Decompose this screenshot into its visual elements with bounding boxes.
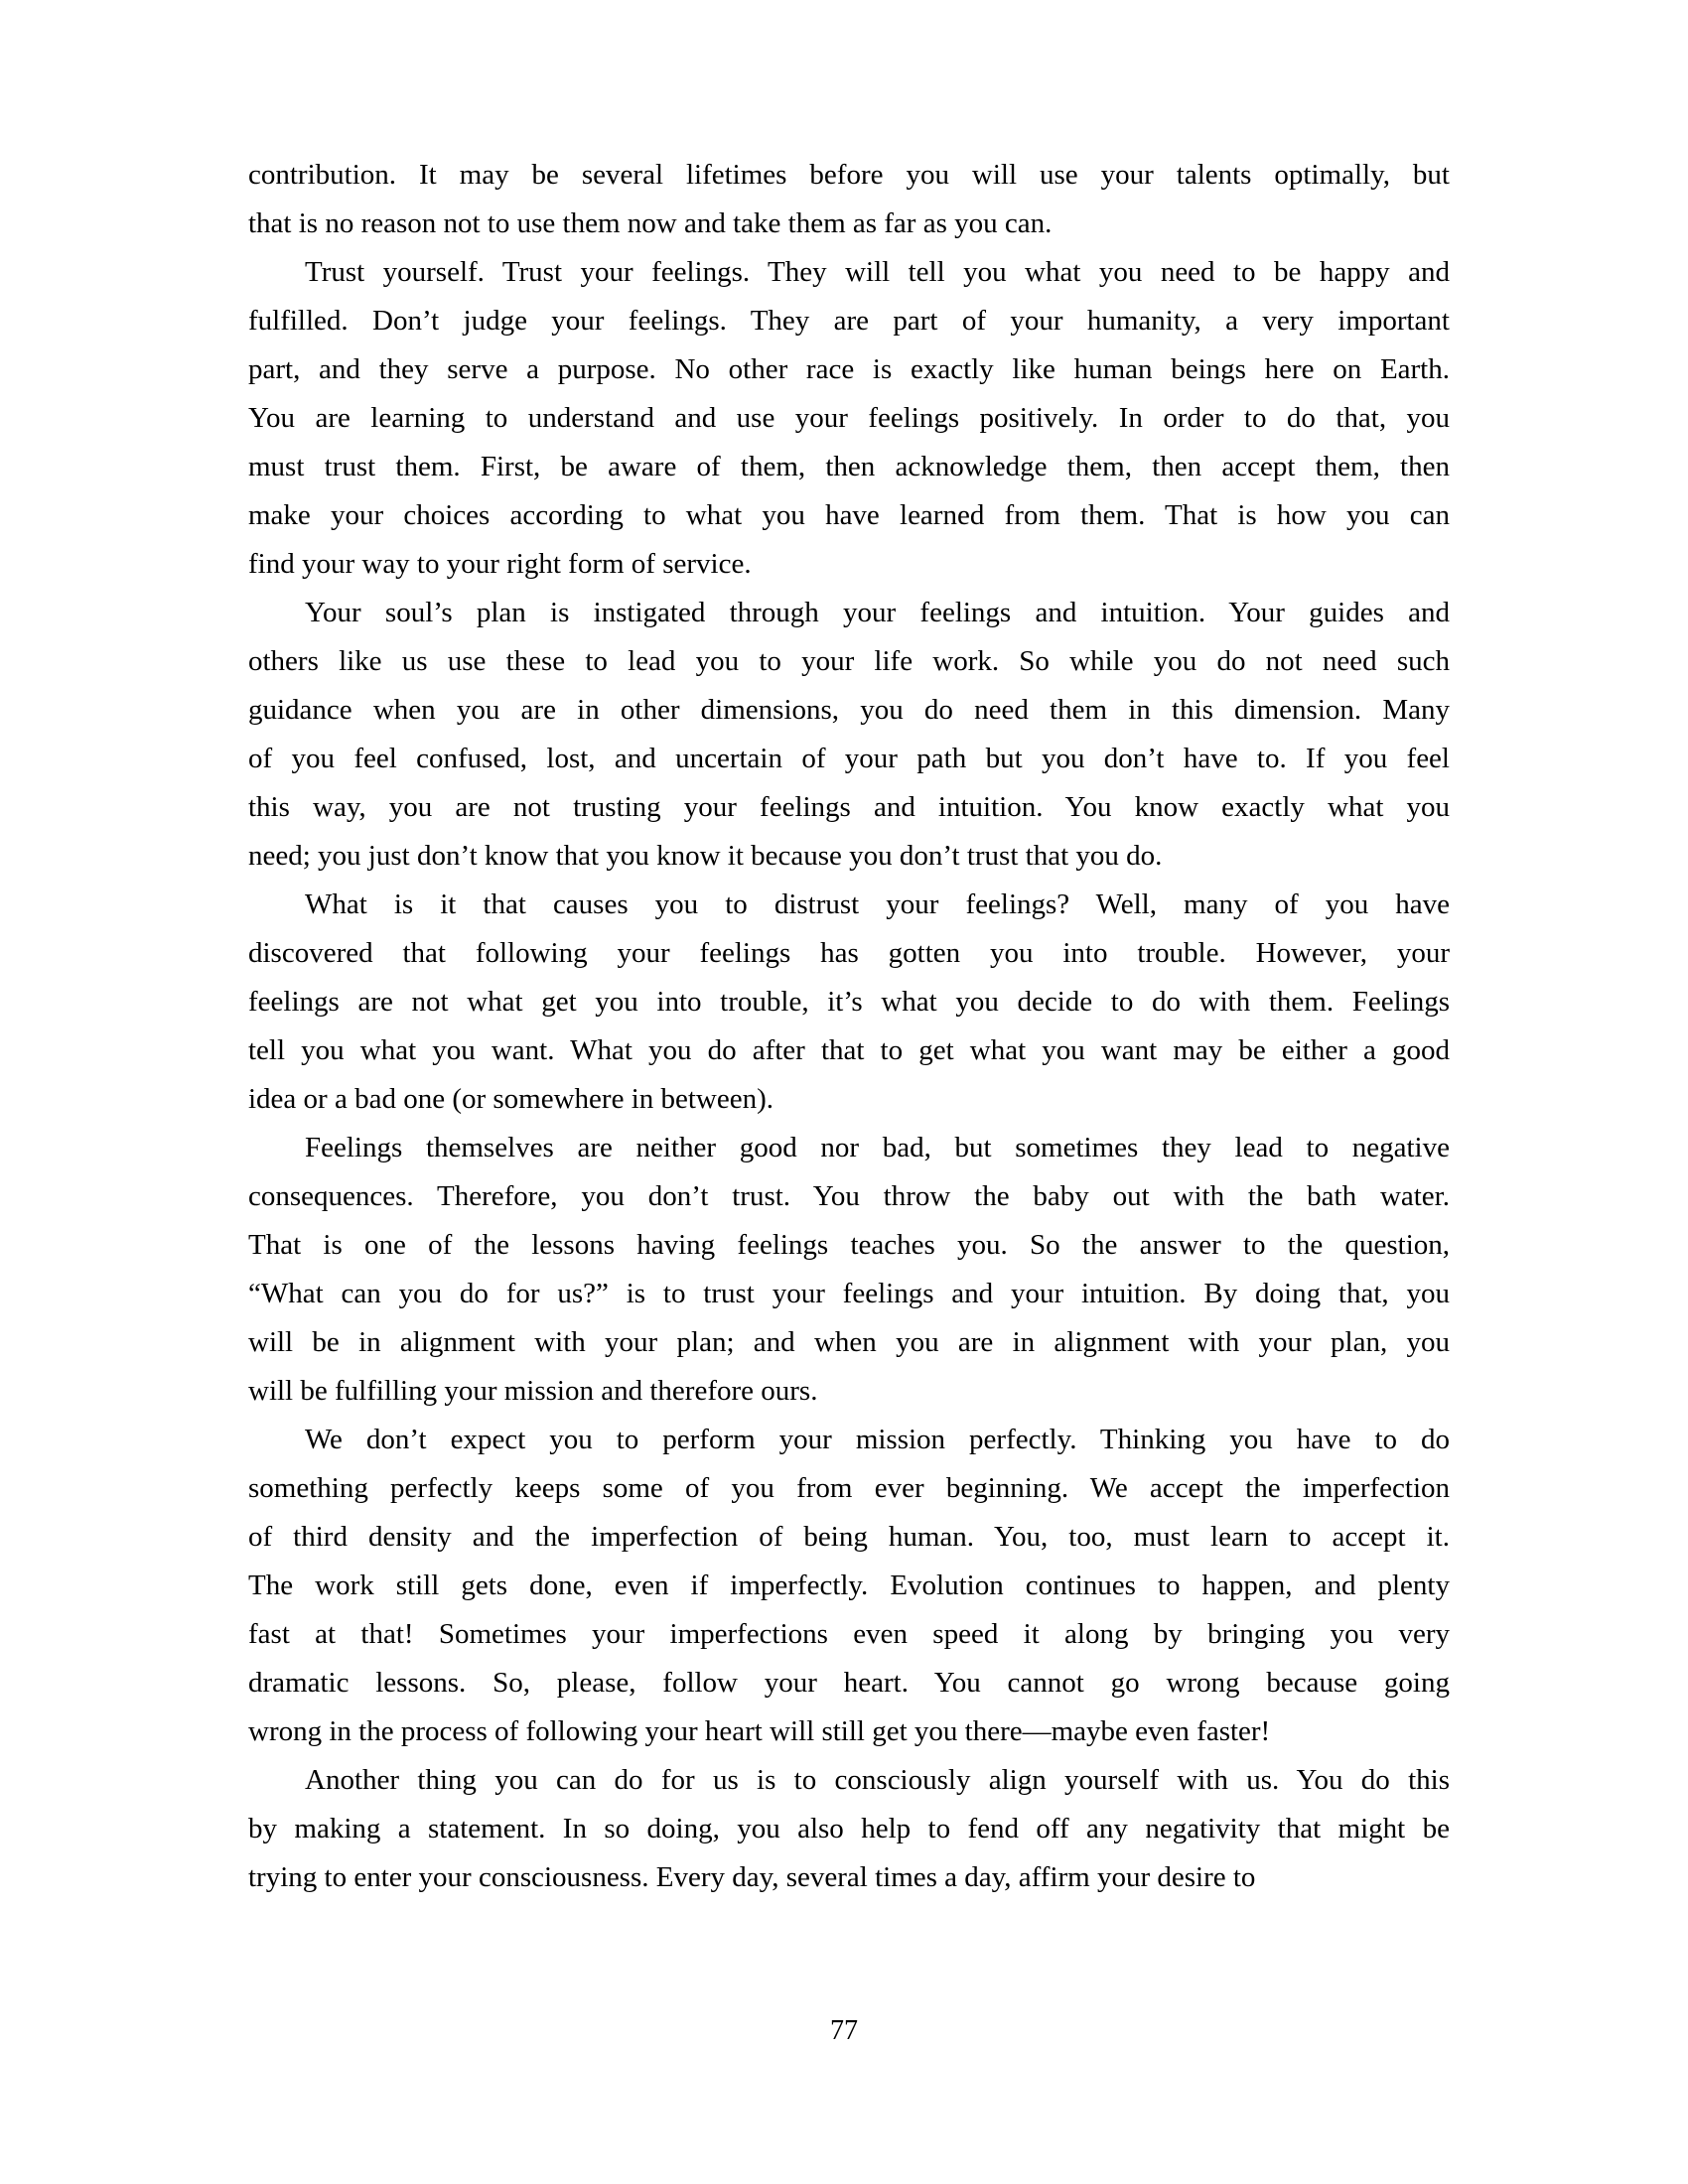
text-line: others like us use these to lead you to your life work. So while you do not need such xyxy=(248,645,1450,677)
text-line: of you feel confused, lost, and uncertain of your path but you don’t have to. If you feel xyxy=(248,743,1450,774)
text-line: will be in alignment with your plan; and when you are in alignment with your plan, you xyxy=(248,1326,1450,1358)
text-line: contribution. It may be several lifetimes before you will use your talents optimally, but xyxy=(248,159,1450,191)
paragraph xyxy=(248,1124,1450,1416)
text-line: that is no reason not to use them now and take them as far as you can. xyxy=(248,207,1053,239)
text-line: You are learning to understand and use your feelings positively. In order to do that, you xyxy=(248,402,1450,434)
text-line: fulfilled. Don’t judge your feelings. They are part of your humanity, a very important xyxy=(248,305,1450,337)
text-line: tell you what you want. What you do after that to get what you want may be either a good xyxy=(248,1034,1450,1066)
text-line: this way, you are not trusting your feelings and intuition. You know exactly what you xyxy=(248,791,1450,823)
text-line: discovered that following your feelings has gotten you into trouble. However, your xyxy=(248,937,1450,969)
text-line: idea or a bad one (or somewhere in between). xyxy=(248,1083,774,1115)
paragraph xyxy=(248,1756,1450,1902)
text-line: The work still gets done, even if imperfectly. Evolution continues to happen, and plenty xyxy=(248,1570,1450,1601)
text-line: dramatic lessons. So, please, follow your heart. You cannot go wrong because going xyxy=(248,1667,1450,1699)
text-line: What is it that causes you to distrust your feelings? Well, many of you have xyxy=(305,888,1450,920)
text-line: Feelings themselves are neither good nor bad, but sometimes they lead to negative xyxy=(305,1132,1450,1163)
text-line: must trust them. First, be aware of them, then acknowledge them, then accept them, then xyxy=(248,451,1450,482)
text-line: make your choices according to what you have learned from them. That is how you can xyxy=(248,499,1450,531)
text-line: fast at that! Sometimes your imperfections even speed it along by bringing you very xyxy=(248,1618,1450,1650)
text-line: “What can you do for us?” is to trust your feelings and your intuition. By doing that, you xyxy=(248,1278,1450,1309)
text-line: Trust yourself. Trust your feelings. They will tell you what you need to be happy and xyxy=(305,256,1450,288)
text-line: of third density and the imperfection of being human. You, too, must learn to accept it. xyxy=(248,1521,1450,1553)
paragraph xyxy=(248,881,1450,1124)
text-line: will be fulfilling your mission and therefore ours. xyxy=(248,1375,818,1407)
text-line: need; you just don’t know that you know it because you don’t trust that you do. xyxy=(248,840,1163,872)
text-line: feelings are not what get you into trouble, it’s what you decide to do with them. Feelings xyxy=(248,986,1450,1018)
text-line: Your soul’s plan is instigated through your feelings and intuition. Your guides and xyxy=(305,597,1450,628)
text-line: trying to enter your consciousness. Every day, several times a day, affirm your desire to xyxy=(248,1861,1256,1893)
text-line: Another thing you can do for us is to consciously align yourself with us. You do this xyxy=(305,1764,1450,1796)
text-line: by making a statement. In so doing, you also help to fend off any negativity that might be xyxy=(248,1813,1450,1844)
text-line: consequences. Therefore, you don’t trust. You throw the baby out with the bath water. xyxy=(248,1180,1450,1212)
paragraph xyxy=(248,248,1450,589)
text-block xyxy=(248,151,1450,1902)
paragraph xyxy=(248,589,1450,881)
paragraph xyxy=(248,151,1450,248)
text-line: wrong in the process of following your heart will still get you there—maybe even faster! xyxy=(248,1715,1271,1747)
text-line: find your way to your right form of service. xyxy=(248,548,752,580)
text-line: We don’t expect you to perform your mission perfectly. Thinking you have to do xyxy=(305,1424,1450,1455)
text-line: part, and they serve a purpose. No other race is exactly like human beings here on Earth. xyxy=(248,353,1450,385)
text-line: That is one of the lessons having feelings teaches you. So the answer to the question, xyxy=(248,1229,1450,1261)
text-line: something perfectly keeps some of you from ever beginning. We accept the imperfection xyxy=(248,1472,1450,1504)
paragraph xyxy=(248,1416,1450,1756)
page-number: 77 xyxy=(830,2015,858,2046)
text-line: guidance when you are in other dimensions, you do need them in this dimension. Many xyxy=(248,694,1450,726)
